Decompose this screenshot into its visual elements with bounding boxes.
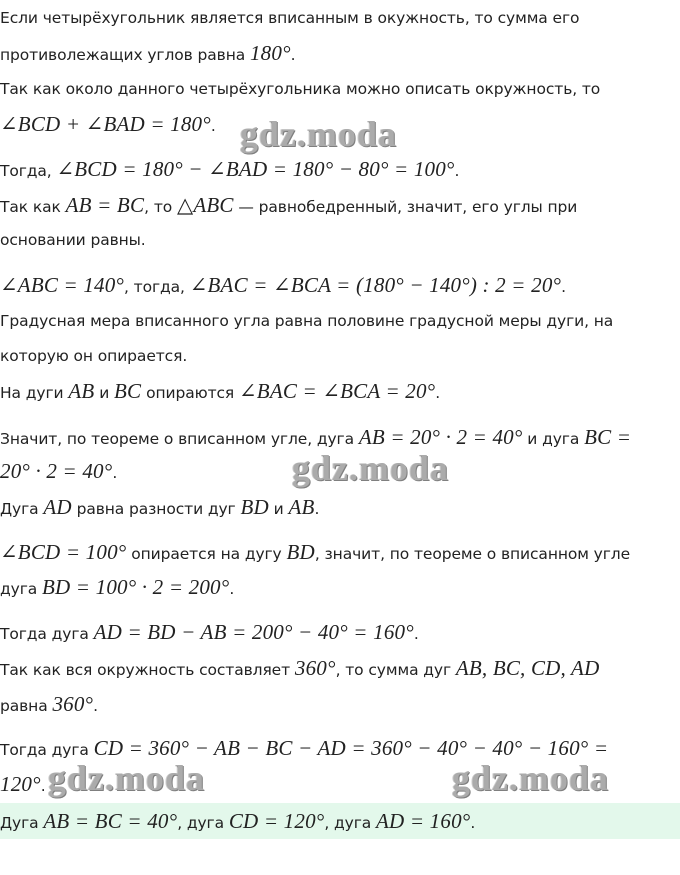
text-fragment: равна bbox=[0, 697, 53, 715]
math-expression: BD bbox=[240, 495, 269, 519]
text-fragment: Тогда, bbox=[0, 162, 57, 180]
text-line bbox=[0, 191, 680, 219]
text-line bbox=[0, 342, 680, 370]
text-line bbox=[0, 573, 680, 601]
math-expression: AB, BC, CD, AD bbox=[455, 656, 600, 680]
text-fragment: . bbox=[561, 278, 566, 296]
math-expression: △ABC bbox=[176, 193, 234, 217]
math-expression: AB = BC bbox=[65, 193, 145, 217]
math-expression: ∠BAC = ∠BCA = (180° − 140°) : 2 = 20° bbox=[189, 273, 562, 297]
math-expression: AB = BC = 40° bbox=[43, 809, 178, 833]
text-fragment: . bbox=[93, 697, 98, 715]
text-fragment: дуга bbox=[0, 580, 42, 598]
math-expression: AD = 160° bbox=[376, 809, 471, 833]
text-fragment: , дуга bbox=[177, 814, 229, 832]
text-fragment: Так как bbox=[0, 198, 66, 216]
math-expression: 120° bbox=[0, 772, 41, 796]
answer-line bbox=[0, 803, 680, 839]
text-fragment: опираются bbox=[141, 384, 239, 402]
text-fragment: Значит, по теореме о вписанном угле, дуга bbox=[0, 430, 359, 448]
math-expression: ∠BCD = 100° bbox=[0, 540, 127, 564]
text-line bbox=[0, 538, 680, 566]
text-fragment: . bbox=[470, 814, 476, 832]
math-expression: ∠BAC = ∠BCA = 20° bbox=[239, 379, 436, 403]
text-fragment: , то сумма дуг bbox=[335, 661, 456, 679]
math-expression: BC bbox=[114, 379, 142, 403]
watermark-logo: gdz.moda bbox=[240, 114, 398, 154]
text-fragment: , тогда, bbox=[124, 278, 190, 296]
text-fragment: — равнобедренный, значит, его углы при bbox=[233, 198, 578, 216]
text-fragment: Так как около данного четырёхугольника можно описать окружность, то bbox=[0, 80, 601, 98]
text-line bbox=[0, 4, 680, 32]
text-fragment: противолежащих углов равна bbox=[0, 46, 250, 64]
text-fragment: Градусная мера вписанного угла равна половине градусной меры дуги, на bbox=[0, 312, 614, 330]
text-line bbox=[0, 690, 680, 718]
text-fragment: . bbox=[435, 384, 441, 402]
text-line bbox=[0, 271, 680, 299]
math-expression: 180° bbox=[249, 41, 291, 65]
math-expression: 20° · 2 = 40° bbox=[0, 459, 113, 483]
text-line bbox=[0, 654, 680, 682]
math-expression: CD = 360° − AB − BC − AD = 360° − 40° − 40° − 160° = bbox=[93, 736, 609, 760]
text-fragment: На дуги bbox=[0, 384, 69, 402]
text-fragment: Если четырёхугольник является вписанным в окужность, то сумма его bbox=[0, 9, 580, 27]
text-fragment: опирается на дугу bbox=[126, 545, 287, 563]
math-expression: ∠ABC = 140° bbox=[0, 273, 125, 297]
text-fragment: , значит, по теореме о вписанном угле bbox=[314, 545, 631, 563]
text-line bbox=[0, 307, 680, 335]
text-line bbox=[0, 226, 680, 254]
watermark-logo: gdz.moda bbox=[48, 758, 206, 798]
text-fragment: . bbox=[210, 117, 216, 135]
text-line bbox=[0, 39, 680, 67]
math-expression: ∠BCD + ∠BAD = 180° bbox=[0, 112, 211, 136]
math-expression: AB bbox=[68, 379, 95, 403]
text-fragment: , то bbox=[144, 198, 177, 216]
math-expression: 360° bbox=[294, 656, 336, 680]
text-fragment: и bbox=[94, 384, 115, 402]
text-fragment: . bbox=[40, 777, 46, 795]
text-fragment: и bbox=[268, 500, 289, 518]
text-fragment: . bbox=[454, 162, 460, 180]
text-fragment: . bbox=[413, 625, 419, 643]
math-expression: AD bbox=[43, 495, 72, 519]
text-fragment: равна разности дуг bbox=[71, 500, 241, 518]
math-expression: CD = 120° bbox=[228, 809, 325, 833]
text-line bbox=[0, 75, 680, 103]
math-expression: 360° bbox=[52, 692, 94, 716]
math-expression: ∠BCD = 180° − ∠BAD = 180° − 80° = 100° bbox=[56, 157, 455, 181]
text-fragment: Тогда дуга bbox=[0, 741, 94, 759]
text-fragment: Дуга bbox=[0, 814, 44, 832]
text-fragment: Дуга bbox=[0, 500, 44, 518]
math-expression: BD bbox=[286, 540, 315, 564]
text-fragment: основании равны. bbox=[0, 231, 146, 249]
math-expression: AB bbox=[288, 495, 315, 519]
text-fragment: Тогда дуга bbox=[0, 625, 94, 643]
text-fragment: и дуга bbox=[522, 430, 585, 448]
text-line bbox=[0, 493, 680, 521]
text-fragment: которую он опирается. bbox=[0, 347, 188, 365]
math-expression: BC = bbox=[584, 425, 632, 449]
watermark-logo: gdz.moda bbox=[452, 758, 610, 798]
math-expression: BD = 100° · 2 = 200° bbox=[41, 575, 230, 599]
math-expression: AD = BD − AB = 200° − 40° = 160° bbox=[93, 620, 414, 644]
text-fragment: . bbox=[229, 580, 235, 598]
text-line bbox=[0, 155, 680, 183]
text-fragment: . bbox=[290, 46, 296, 64]
text-line bbox=[0, 618, 680, 646]
text-line bbox=[0, 377, 680, 405]
text-fragment: Так как вся окружность составляет bbox=[0, 661, 295, 679]
text-fragment: . bbox=[112, 464, 118, 482]
text-fragment: , дуга bbox=[324, 814, 376, 832]
math-expression: AB = 20° · 2 = 40° bbox=[358, 425, 523, 449]
text-fragment: . bbox=[314, 500, 320, 518]
watermark-logo: gdz.moda bbox=[292, 448, 450, 488]
